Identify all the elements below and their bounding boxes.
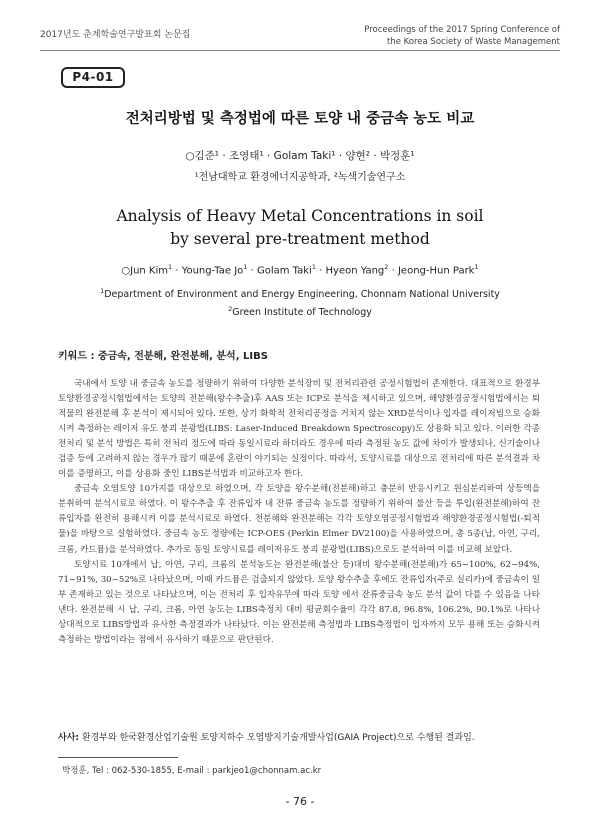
authors-korean: ○김준¹ · 조영태¹ · Golam Taki¹ · 양현² · 박정훈¹ — [185, 150, 415, 162]
header-divider — [40, 50, 560, 51]
author-1-affil: 1 — [168, 263, 173, 271]
author-5-affil: 1 — [474, 263, 479, 271]
page-number: - 76 - — [285, 795, 315, 808]
acknowledgement — [58, 730, 475, 743]
affiliation-2 — [0, 302, 600, 320]
running-header-left: 2017년도 춘계학술연구발표회 논문집 — [40, 30, 191, 40]
author-2-affil: 1 — [243, 263, 248, 271]
author-4-affil: 2 — [384, 263, 389, 271]
poster-id-badge: P4-01 — [61, 67, 125, 88]
corresponding-author: 박정훈, Tel : 062-530-1855, E-mail : parkjeo1@chonnam.ac.kr — [62, 766, 322, 776]
author-5: Jeong-Hun Park — [397, 265, 475, 277]
affiliation-2-mark: 2 — [228, 305, 233, 314]
affiliations-english — [0, 284, 600, 320]
running-header-right-line1: Proceedings of the 2017 Spring Conference of — [364, 25, 560, 35]
abstract-body — [58, 377, 540, 648]
author-3-affil: 1 — [311, 263, 316, 271]
footnote-divider — [58, 757, 178, 758]
keywords: 키워드 : 중금속, 전분해, 완전분해, 분석, LIBS — [58, 351, 268, 362]
affiliation-1-mark: 1 — [100, 287, 105, 295]
body-paragraph-1: 국내에서 토양 내 중금속 농도를 정량하기 위하여 다양한 분석장비 및 전처리관련 공정시험법이 존재한다. 대표적으로 환경부 토양환경공정시험법에서는 토양의 전분해(왕수추출)후 AAS 또는 ICP로 분석을 제시하고 있으며, 해양환경공정시험법에서는 퇴적물의 완전분해 후 분석이 제시되어 있다. 또한, 상기 화학적 전처리공정을 거치지 않는 XRD분석이나 입자를 레이저빔으로 승화시켜 측정하는 레이저 유도 붕괴 분광법(LIBS: Laser-Induced Breakdown Spectroscopy)도 상용화 되고 있다. 이러한 각종 전처리 및 분석 방법은 특히 전처리 정도에 따라 동일시료라 하더라도 경우에 따라 측정된 농도 값에 차이가 발생되나, 신기술이나 검증 등에 고려하지 않는 경우가 많기 때문에 혼란이 야기되는 실정이다. 따라서, 토양시료를 대상으로 전처리에 따른 분석결과 차이를 증명하고, 이를 상용화 중인 LIBS분석법과 비교하고자 한다. — [58, 379, 540, 480]
affiliation-1 — [0, 284, 600, 302]
affiliation-2-text: Green Institute of Technology — [232, 307, 372, 319]
author-2: Young-Tae Jo — [181, 265, 244, 277]
body-paragraph-2: 중금속 오염토양 10가지를 대상으로 하였으며, 각 토양을 왕수분해(전분해)하고 충분히 반응시키고 원심분리하여 상등액을 분취하여 분석시료로 하였다. 이 왕수추출 후 잔류입자 내 잔류 중금속 농도를 정량하기 위하여 불산 등을 투입(완전분해)하여 잔류입자를 완전히 용해시켜 이를 분석시료로 하였다. 전분해와 완전분해는 각각 토양오염공정시험법과 해양환경공정시험법(-퇴적물)을 바탕으로 실험하였다. 중금속 농도 정량에는 ICP-OES (Perkin Elmer DV2100)을 사용하였으며, 총 5종(납, 아연, 구리, 크롬, 카드뮴)을 분석하였다. 추가로 동일 토양시료를 레이저유도 붕괴 분광법(LIBS)으로도 분석하여 이를 비교해 보았다. — [58, 484, 540, 555]
body-paragraph-3: 토양시료 10개에서 납, 아연, 구리, 크롬의 분석농도는 완전분해(불산 등)대비 왕수분해(전분해)가 65~100%, 62~94%, 71~91%, 30~52%로 나타났으며, 이때 카드뮴은 검출되지 않았다. 토양 왕수추출 후에도 잔류입자(주로 실리카)에 중금속이 일부 존재하고 있는 것으로 나타났으며, 이는 전처리 후 입자유무에 따라 토양 에서 잔류중금속 농도 분석 값이 다를 수 있음을 나타낸다. 완전분해 시 납, 구리, 크롬, 아연 농도는 LIBS측정치 대비 평균회수율이 각각 87.8, 96.8%, 106.2%, 90.1%로 나타나 상대적으로 LIBS방법과 유사한 측정결과가 나타났다. 이는 완전분해 측정법과 LIBS측정법이 입자까지 모두 용해 또는 승화시켜 측정하는 방법이라는 점에서 유사하기 때문으로 판단된다. — [58, 559, 540, 645]
author-3: Golam Taki — [256, 265, 312, 277]
author-1: ○Jun Kim — [121, 265, 168, 277]
affiliations-korean: ¹전남대학교 환경에너지공학과, ²녹색기술연구소 — [194, 172, 406, 183]
running-header-right — [300, 24, 560, 48]
title-korean: 전처리방법 및 측정법에 따른 토양 내 중금속 농도 비교 — [125, 111, 475, 127]
title-english — [0, 205, 600, 251]
title-english-line1: Analysis of Heavy Metal Concentrations in soil — [116, 207, 484, 225]
affiliation-1-text: Department of Environment and Energy Engineering, Chonnam National University — [104, 289, 500, 301]
acknowledgement-label: 사사: — [58, 733, 79, 743]
title-english-line2: by several pre-treatment method — [170, 230, 430, 248]
authors-english: ○Jun Kim$^1$ · Young-Tae $Jo^1$ · Golam Taki$^1$ · Hyeon Yang$^2$ · Jeong-Hun Park$^1$ — [121, 263, 479, 277]
acknowledgement-text: 환경부와 한국환경산업기술원 토양지하수 오염방지기술개발사업(GAIA Project)으로 수행된 결과임. — [79, 733, 475, 743]
running-header-right-line2: the Korea Society of Waste Management — [386, 37, 560, 47]
author-4: Hyeon Yang — [325, 265, 385, 277]
